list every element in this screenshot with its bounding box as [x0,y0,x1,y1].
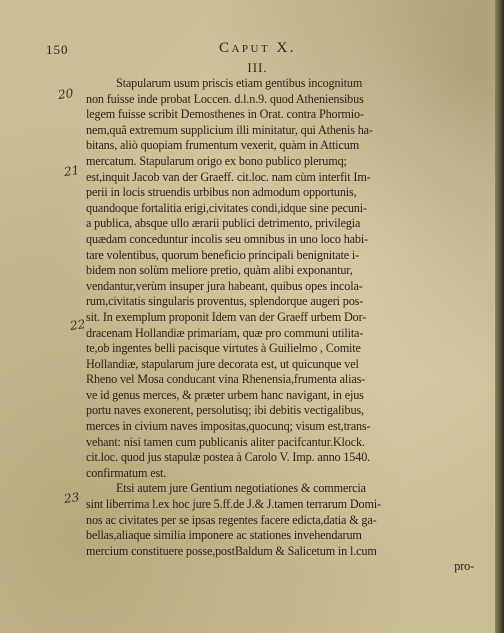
running-head: Caput X. [218,40,297,56]
margin-note: 23 [63,490,81,506]
text-line: Stapularum usum priscis etiam gentibus incognitum [116,76,363,90]
text-line: merces in civium naves impositas,quocunq; visum est,trans- [86,419,371,434]
text-line: est,inquit Jacob van der Graeff. cit.loc. nam cùm interfit Im- [86,169,371,184]
text-line: bellas,aliaque similia imponere ac stationes invehendarum [86,528,362,543]
text-line: vehant: nisi tamen cum publicanis aliter pacifcantur.Klock. [86,434,365,449]
text-line: rum,civitatis singularis proventus, splendorque augeri pos- [86,294,364,309]
text-line: mercatum. Stapularum origo ex bono publico plerumq; [86,153,347,168]
text-line: bitans, aliò quopiam frumentum vexerit, quàm in Atticum [86,138,360,153]
text-line: perii in locis struendis urbibus non admodum opportunis, [86,185,357,200]
text-line: non fuisse inde probat Loccen. d.l.n.9. quod Atheniensibus [86,91,364,106]
text-line: sit. In exemplum proponit Idem van der Graeff urbem Dor- [86,309,367,324]
text-line: quædam conceduntur incolis seu omnibus in uno loco habi- [86,231,369,246]
body-text [86,76,474,575]
text-line: Rheno vel Mosa conducant vina Rhenensia,frumenta alias- [86,372,366,387]
page-number: 150 [46,42,69,57]
text-line: cit.loc. quod jus stapulæ postea à Carolo V. Imp. anno 1540. [86,450,371,465]
text-line: vendantur,verùm insuper jura habeant, quibus opes incola- [86,278,363,293]
text-line: nem,quâ extremum supplicium illi minitatur, qui Athenis ha- [86,122,373,137]
margin-note: 20 [57,86,75,102]
catchword: pro- [454,559,474,574]
text-line: bidem non solùm meliore pretio, quàm alibi exponantur, [86,263,353,278]
text-line: quandoque fortalitia erigi,civitates condi,idque sine pecuni- [86,200,367,215]
text-line: portu naves exonerent, persolutisq; ibi debitis vectigalibus, [86,403,364,418]
text-line: tare volentibus, quorum beneficio principali benignitate i- [86,247,360,262]
text-line: legem fuisse scribit Demosthenes in Orat. contra Phormio- [86,107,364,122]
text-line: mercium constituere posse,postBaldum & Salicetum in l.cum [86,543,377,558]
text-line: a publica, absque ullo ærarii publici detrimento, privilegia [86,216,361,231]
text-line: nos ac civitates per se ipsas regentes facere edicta,datia & ga- [86,512,377,527]
text-line: ve id genus merces, & præter urbem hanc navigant, in ejus [86,387,364,402]
page-header [0,38,495,58]
page-edge-shadow [495,0,504,633]
text-line: Hollandiæ, stapularum jure decorata est, ut quicunque vel [86,356,359,371]
margin-note: 22 [69,317,87,333]
text-line: confirmatum est. [86,465,167,480]
text-line: dracenam Hollandiæ primariam, quæ pro communi utilita- [86,325,364,340]
text-line: sint liberrima l.ex hoc jure 5.ff.de J.& J.tamen terrarum Domi- [86,497,381,512]
text-line: Etsi autem jure Gentium negotiationes & commercia [116,481,366,496]
section-number: III. [247,60,268,75]
margin-note: 21 [63,163,81,179]
text-line: te,ob ingentes belli pacisque virtutes à Guilielmo , Comite [86,341,361,356]
